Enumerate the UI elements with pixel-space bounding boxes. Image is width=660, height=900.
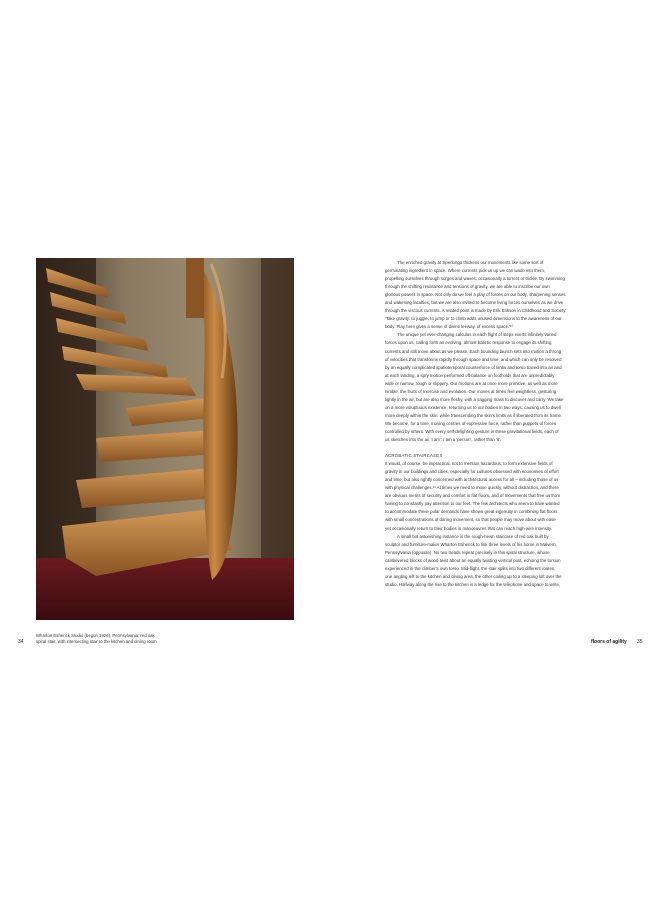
- text-line: forces upon us, calling forth an evolving, almost balletic response to engage its shifting: [385, 340, 552, 346]
- photo-caption: [36, 633, 186, 644]
- text-line: studio. Halfway along the rise to the kitchen is a ledge for the telephone and space to write,: [385, 581, 561, 587]
- text-line: us sketches into the air 'I am': I am a 'person', rather than 'it'.: [385, 437, 502, 443]
- caption-line: Wharton Esherick Studio (begun 1926), Pennsylvania; red oak: [36, 633, 155, 638]
- text-line: currents and still move about as we please. Each bounding launch sets into motion a throng: [385, 348, 562, 354]
- spiral-staircase-image: [36, 258, 294, 620]
- text-line: on a more voluptuous existence, returning us to our bodies in two ways: causing us to dwell: [385, 404, 561, 410]
- text-line: The unique yet ever-changing calculus in each flight of steps exerts infinitely varied: [397, 332, 557, 338]
- text-line: 'Take gravity: to juggle, to jump or to climb adds unused dimensions to the awareness of our: [385, 316, 562, 322]
- body-text: [385, 259, 633, 589]
- text-line: cantilevered blocks of wood twist about an equally twisting vertical post, echoing the torsion: [385, 557, 561, 563]
- text-line: to accommodate these polar demands have shown great ingenuity in combining flat floors: [385, 509, 558, 515]
- text-line: body. Play here gives a sense of divine leeway, of excess space.'¹⁰: [385, 324, 514, 330]
- text-line: gravity in our buildings and cities, especially for cultures obsessed with economies of effort: [385, 469, 559, 475]
- text-line: and time, but also rightly concerned with architectural access for all – including those of us: [385, 477, 559, 483]
- text-line: more deeply within the skin, while transcending the skin's limits as if liberated from its frame.: [385, 412, 563, 418]
- text-line: Pennsylvania (opposite). No two treads repeat precisely in this spiral structure, whose: [385, 549, 550, 555]
- text-line: A small but astonishing instance is the rough-hewn staircase of red oak built by: [397, 533, 549, 539]
- text-line: experienced in the climber's own torso. Mid-flight, the stair splits into two different routes,: [385, 565, 556, 571]
- text-line: through the shifting resistance and tensions of gravity, we are able to inscribe our own: [385, 284, 550, 290]
- text-line: It would, of course, be impractical, not to mention hazardous, to form extensive fields of: [385, 461, 553, 467]
- text-line: nimble, the fruits of exercise and evolution. Our moves at times feel weightless, gesturing: [385, 388, 557, 394]
- left-page-number: 34: [18, 639, 24, 645]
- text-line: and wakening faculties, but we are also invited to become living forces ourselves as we drive: [385, 300, 564, 306]
- text-line: are obvious merits of security and comfort in flat floors, and of movements that free us from: [385, 493, 561, 499]
- caption-line: spiral stair, with intersecting stair to the kitchen and dining room: [36, 638, 157, 644]
- text-line: yet occasionally return to their bodies in manoeuvres that can reach high-wire intensity.: [385, 525, 552, 531]
- section-heading: ACROBATIC STAIRCASES: [385, 453, 443, 459]
- text-line: of velocities that transforms rapidly through space and time, and which can only be resolved: [385, 356, 562, 362]
- text-line: wide or narrow, rough or slippery. Our motions are at once more primitive, as well as more: [385, 380, 558, 386]
- text-line: one angling left to the kitchen and dining area, the other coiling up to a sleeping loft over the: [385, 573, 562, 579]
- text-line: germinating ingredient in space. Where currents pick us up we can wade into them,: [385, 268, 546, 274]
- text-line: at each landing, a spry motion performed off-balance on footholds that are unpredictably: [385, 372, 555, 378]
- staircase-photograph: [36, 258, 294, 620]
- text-line: with small concentrations of daring movement, so that people may move about with ease: [385, 517, 556, 523]
- text-line: by an equally complicated spatiotemporal counterforce of limbs and torso traced into air and: [385, 364, 562, 370]
- paragraph-spacer: [385, 444, 633, 452]
- right-page-number: 35: [637, 639, 643, 645]
- text-line: We become, for a time, moving centres of expressive force, rather than puppets of forces: [385, 420, 557, 426]
- text-line: glorious powers in space. Not only do we feel a play of forces on our body, sharpening senses: [385, 292, 566, 298]
- text-line: through the viscous currents. A related point is made by Erik Erikson in Childhood and Society:: [385, 308, 567, 314]
- text-line: with physical challenges.¹¹ At times we need to move quickly, without distraction, and there: [385, 485, 559, 491]
- text-line: lightly in the air, but are also more fleshy, with a sagging mass to discover and carry. We take: [385, 396, 564, 402]
- text-line: The enriched gravity at Sperlonga thickens our movements like some sort of: [397, 260, 544, 265]
- text-line: controlled by others. With every self-delighting gesture in these gravitational fields, each of: [385, 428, 559, 434]
- text-line: propelling ourselves through surges and waves, occasionally a torrent or trickle. By swimming: [385, 276, 565, 282]
- running-head: floors of agility: [591, 639, 627, 645]
- text-line: sculptor and furniture-maker Wharton Esherick to link three levels of his home in Malvern,: [385, 541, 557, 547]
- text-line: having to constantly pay attention to our feet. The few architects who seem to have wanted: [385, 501, 560, 507]
